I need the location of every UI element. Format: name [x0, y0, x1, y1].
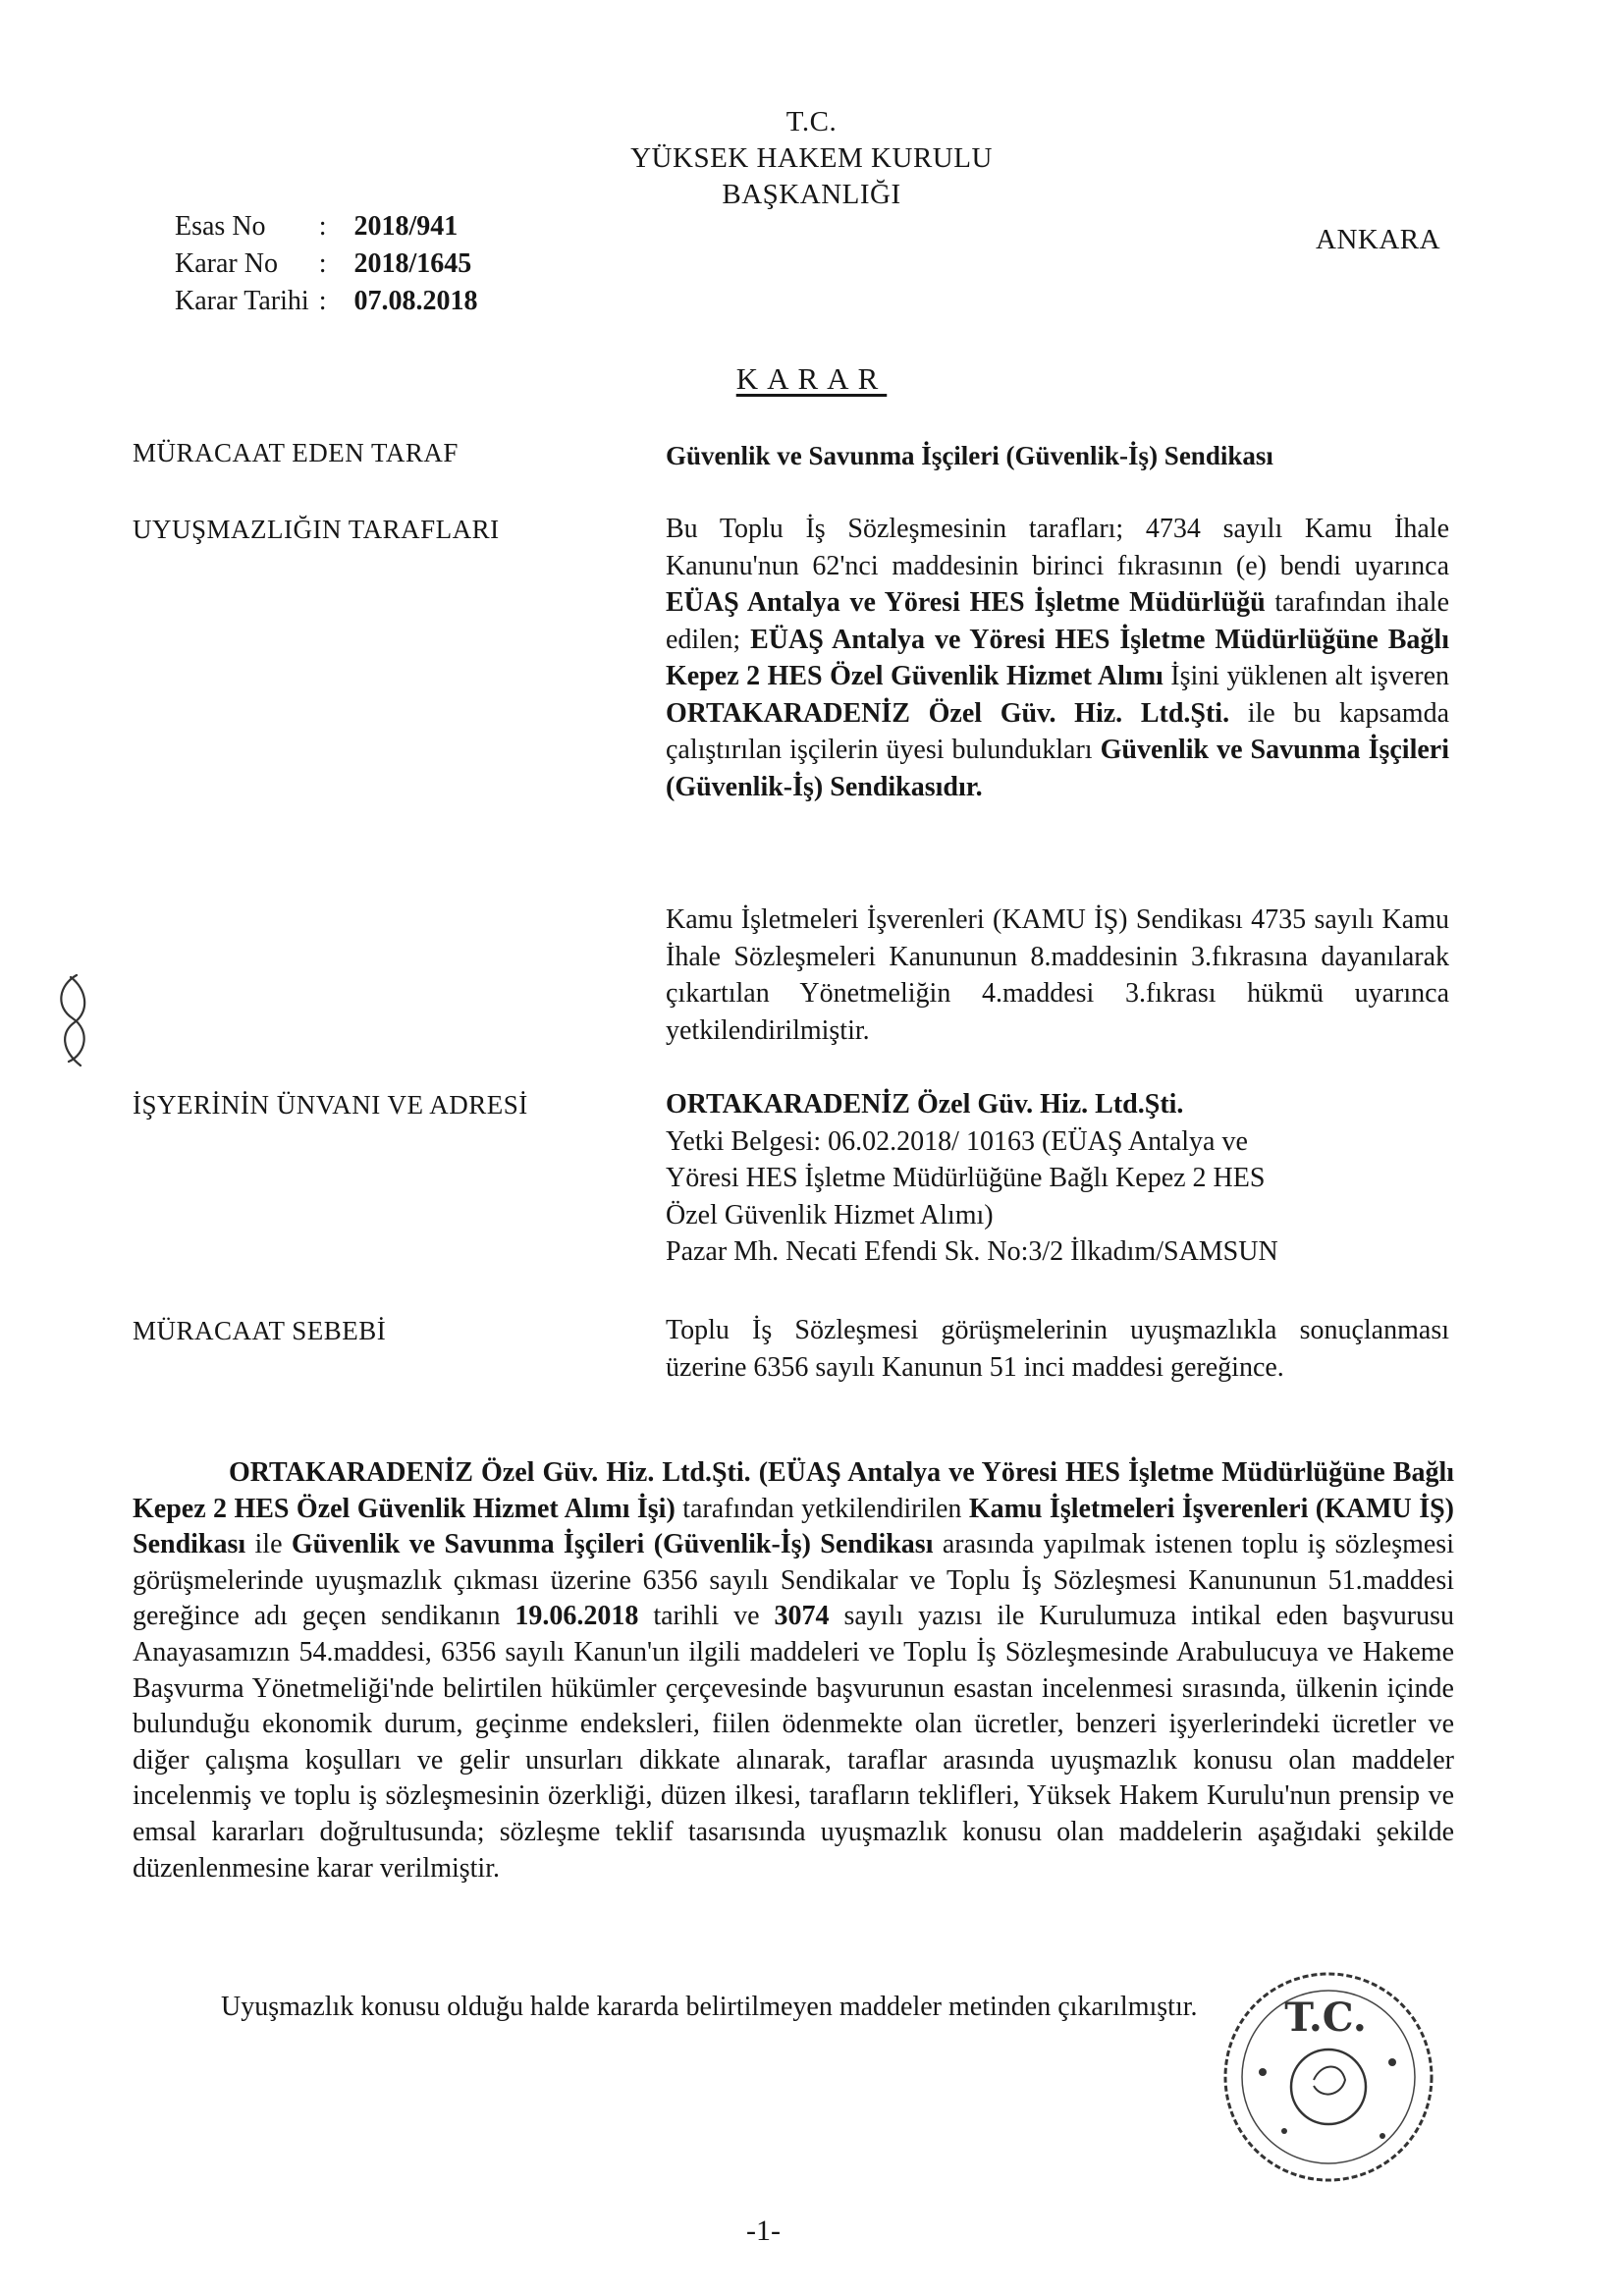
closing-statement: Uyuşmazlık konusu olduğu halde kararda belirtilmeyen maddeler metinden çıkarılmıştır. [221, 1992, 1198, 2022]
handwritten-initial-icon [47, 967, 106, 1075]
workplace-name: ORTAKARADENİZ Özel Güv. Hiz. Ltd.Şti. [666, 1089, 1184, 1120]
workplace-line: Yöresi HES İşletme Müdürlüğüne Bağlı Kepez 2 HES [666, 1163, 1266, 1193]
meta-value: 2018/941 [353, 211, 459, 242]
workplace-line: Özel Güvenlik Hizmet Alımı) [666, 1199, 994, 1230]
decision-paragraph: ORTAKARADENİZ Özel Güv. Hiz. Ltd.Şti. (EÜAŞ Antalya ve Yöresi HES İşletme Müdürlüğüne Bağlı Kepez 2 HES Özel Güvenlik Hizmet Alımı İşi) tarafından yetkilendirilen Kamu İşletmeleri İşverenleri (KAMU İŞ) Sendikası ile Güvenlik ve Savunma İşçileri (Güvenlik-İş) Sendikası arasında yapılmak istenen toplu iş sözleşmesi görüşmelerinde uyuşmazlık çıkması üzerine 6356 sayılı Sendikalar ve Toplu İş Sözleşmesi Kanununun 51.maddesi gereğince adı geçen sendikanın 19.06.2018 tarihli ve 3074 sayılı yazısı ile Kurulumuza intikal eden başvurusu Anayasamızın 54.maddesi, 6356 sayılı Kanun'un ilgili maddeleri ve Toplu İş Sözleşmesinde Arabulucuya ve Hakeme Başvurma Yönetmeliği'nde belirtilen hükümler çerçevesinde başvurunun esastan incelenmesi sırasında, ülkenin içinde bulunduğu ekonomik durum, geçinme endeksleri, fiilen ödenmekte olan ücretler, benzeri işyerlerindeki ücretler ve diğer çalışma koşulları ve gelir unsurları dikkate alınarak, taraflar arasında uyuşmazlık konusu olan maddeler incelenmiş ve toplu iş sözleşmesinin özerkliği, düzen ilkesi, tarafların teklifleri, Yüksek Hakem Kurulu'nun prensip ve emsal kararları doğrultusunda; sözleşme teklif tasarısında uyuşmazlık konusu olan maddelerin aşağıdaki şekilde düzenlenmesine karar verilmiştir. [133, 1457, 1454, 1884]
meta-sep: : [318, 286, 327, 316]
page-number: -1- [746, 2214, 781, 2247]
meta-value: 07.08.2018 [353, 286, 478, 316]
label-applicant: MÜRACAAT EDEN TARAF [133, 438, 459, 467]
meta-row-karar [175, 246, 487, 283]
label-parties: UYUŞMAZLIĞIN TARAFLARI [133, 515, 500, 544]
meta-label: Karar No [175, 248, 278, 279]
header-institution: YÜKSEK HAKEM KURULU [630, 142, 993, 174]
meta-sep: : [318, 211, 327, 242]
case-meta [175, 208, 487, 320]
meta-label: Esas No [175, 211, 266, 242]
value-workplace [666, 1086, 1449, 1271]
meta-value: 2018/1645 [353, 248, 472, 279]
header-presidency: BAŞKANLIĞI [722, 179, 901, 210]
seal-text: T.C. [1284, 1995, 1367, 2041]
parties-paragraph: Bu Toplu İş Sözleşmesinin tarafları; 4734 sayılı Kamu İhale Kanunu'nun 62'nci maddesinin birinci fıkrasının (e) bendi uyarınca EÜAŞ Antalya ve Yöresi HES İşletme Müdürlüğü tarafından ihale edilen; EÜAŞ Antalya ve Yöresi HES İşletme Müdürlüğüne Bağlı Kepez 2 HES Özel Güvenlik Hizmet Alımı İşini yüklenen alt işveren ORTAKARADENİZ Özel Güv. Hiz. Ltd.Şti. ile bu kapsamda çalıştırılan işçilerin üyesi bulundukları Güvenlik ve Savunma İşçileri (Güvenlik-İş) Sendikasıdır. [666, 514, 1450, 802]
meta-label: Karar Tarihi [175, 286, 309, 316]
value-applicant: Güvenlik ve Savunma İşçileri (Güvenlik-İş) Sendikası [666, 441, 1273, 470]
header-city: ANKARA [1316, 224, 1441, 255]
decision-body [133, 1455, 1454, 1886]
value-parties [666, 511, 1449, 805]
workplace-address: Pazar Mh. Necati Efendi Sk. No:3/2 İlkadım/SAMSUN [666, 1236, 1278, 1267]
meta-row-esas [175, 208, 487, 246]
value-reason: Toplu İş Sözleşmesi görüşmelerinin uyuşmazlıkla sonuçlanması üzerine 6356 sayılı Kanunun 51 inci maddesi gereğince. [666, 1315, 1449, 1383]
meta-row-tarih [175, 283, 487, 320]
value-employer-authorization: Kamu İşletmeleri İşverenleri (KAMU İŞ) Sendikası 4735 sayılı Kamu İhale Sözleşmeleri Kanununun 8.maddesinin 3.fıkrasına dayanılarak çıkartılan Yönetmeliğin 4.maddesi 3.fıkrası hükmü uyarınca yetkilendirilmiştir. [666, 904, 1449, 1046]
official-seal-icon [1216, 1964, 1441, 2190]
label-workplace: İŞYERİNİN ÜNVANI VE ADRESİ [133, 1090, 528, 1120]
meta-sep: : [318, 248, 327, 279]
header-tc: T.C. [785, 106, 838, 137]
label-reason: MÜRACAAT SEBEBİ [133, 1316, 387, 1345]
workplace-line: Yetki Belgesi: 06.02.2018/ 10163 (EÜAŞ Antalya ve [666, 1125, 1248, 1157]
document-title: KARAR [735, 361, 888, 396]
